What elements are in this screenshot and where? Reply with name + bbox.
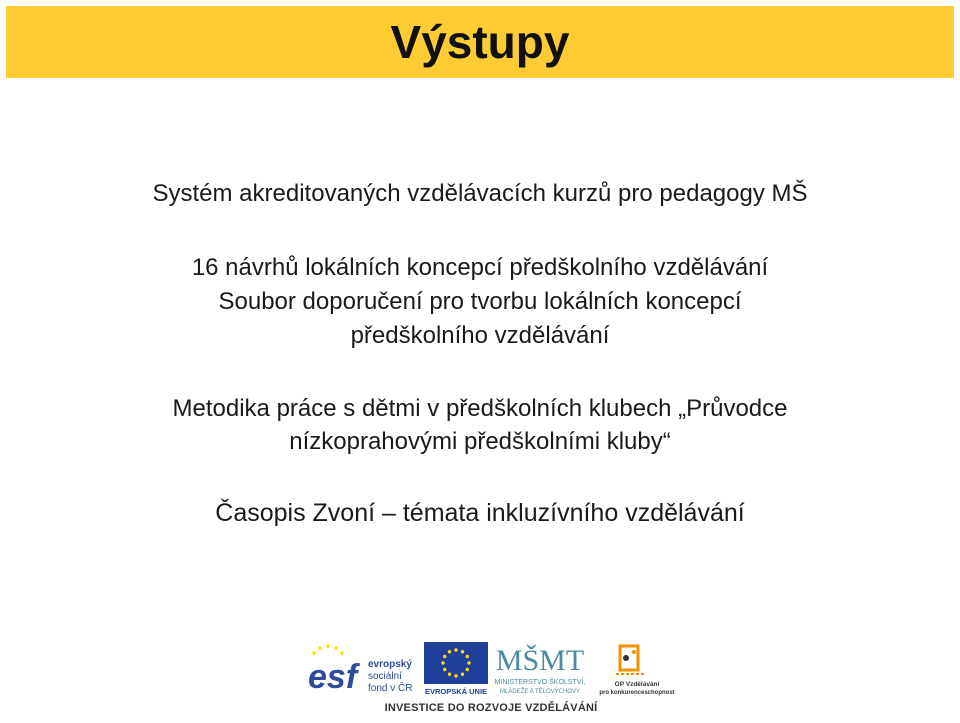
op-logo [598,640,676,696]
bullet-line-3: Soubor doporučení pro tvorbu lokálních koncepcí [218,288,742,315]
eu-label: EVROPSKÁ UNIE [424,687,488,696]
esf-logo [306,640,414,696]
eu-star-icon [461,650,464,653]
bullet-line-6: nízkoprahovými předškolními kluby“ [289,428,671,455]
esf-text-1: evropský [368,659,412,670]
eu-star-icon [467,661,470,664]
eu-star-icon [454,648,457,651]
bullet-line-7: Časopis Zvoní – témata inkluzívního vzdělávání [215,499,745,527]
msmt-text-1: MINISTERSTVO ŠKOLSTVÍ, [494,679,586,686]
bullet-line-5: Metodika práce s dětmi v předškolních klubech „Průvodce [172,395,788,422]
eu-star-icon [443,655,446,658]
op-graphic-icon [616,646,644,674]
eu-star-icon [443,668,446,671]
title-bar [6,6,954,78]
eu-star-icon [448,673,451,676]
esf-text-3: fond v ČR [368,683,413,694]
eu-star-icon [466,668,469,671]
op-text-1: OP Vzdělávání [614,681,660,688]
footer-logos [306,640,676,700]
eu-star-icon [448,650,451,653]
bullet-line-4: předškolního vzdělávání [350,322,610,349]
slide-title: Výstupy [390,16,570,68]
eu-flag-logo [422,640,490,696]
msmt-mark: MŠMT [495,644,585,677]
bullet-line-1: Systém akreditovaných vzdělávacích kurzů pro pedagogy MŠ [152,180,808,207]
eu-star-icon [461,673,464,676]
esf-text-2: sociální [368,671,402,682]
msmt-logo [494,640,586,696]
eu-star-icon [454,674,457,677]
eu-star-icon [466,655,469,658]
esf-mark: esf [308,658,358,696]
investice-tagline: INVESTICE DO ROZVOJE VZDĚLÁVÁNÍ [384,702,598,714]
bullet-line-2: 16 návrhů lokálních koncepcí předškolního vzdělávání [191,254,769,281]
eu-star-icon [441,661,444,664]
op-text-2: pro konkurenceschopnost [599,690,675,696]
msmt-text-2: MLÁDEŽE A TĚLOVÝCHOVY [500,689,580,695]
